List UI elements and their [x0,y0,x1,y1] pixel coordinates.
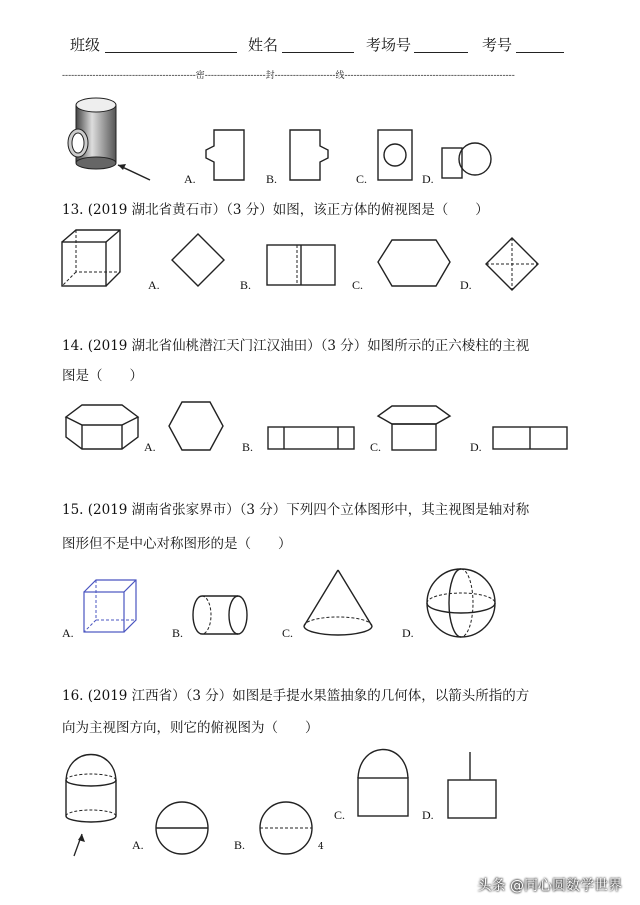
q13-option-d[interactable]: D. [460,278,472,292]
q16-option-b[interactable]: B. [234,838,246,852]
q16-option-a[interactable]: A. [132,838,144,852]
q16-option-a-figure [154,800,210,856]
prev-option-d[interactable]: D. [422,172,434,186]
q14-option-b-figure [266,425,356,451]
q14-option-d-figure [491,425,569,451]
q16-basket-figure [60,752,130,862]
room-label: 考场号 [366,36,412,54]
q15-option-b[interactable]: B. [172,626,184,640]
q14-option-d[interactable]: D. [470,440,482,454]
q13-option-b-figure [265,243,337,287]
class-label: 班级 [70,36,101,54]
seal-line: --------------------------------------------密--------------------封--------------------线-------------------------------------------------------- [62,71,515,81]
q15-sphere-figure [424,566,498,640]
seat-field[interactable] [516,52,564,53]
prev-option-a[interactable]: A. [184,172,196,186]
q15-cone-figure [300,568,376,640]
q15-option-d[interactable]: D. [402,626,414,640]
prev-option-c-figure [376,128,416,182]
q16-option-c[interactable]: C. [334,808,346,822]
question-16-line2: 向为主视图方向，则它的俯视图为（ ） [62,720,319,736]
q13-option-a-figure [170,232,226,288]
pipe-solid-figure [60,95,160,185]
q14-prism-figure [62,403,142,453]
q14-option-c-figure [376,404,456,454]
q14-option-a[interactable]: A. [144,440,156,454]
question-13-text: 13. (2019 湖北省黄石市）（3 分）如图，该正方体的俯视图是（ ） [62,202,489,218]
q13-option-d-figure [484,236,540,292]
prev-option-b[interactable]: B. [266,172,278,186]
q16-option-b-figure [258,800,314,856]
q14-option-a-figure [167,400,225,454]
question-15-line1: 15. (2019 湖南省张家界市）（3 分）下列四个立体图形中，其主视图是轴对称 [62,502,530,518]
prev-option-c[interactable]: C. [356,172,368,186]
q13-option-b[interactable]: B. [240,278,252,292]
seat-label: 考号 [482,36,513,54]
q13-cube-figure [60,228,122,288]
class-field[interactable] [105,52,237,53]
question-14-line2: 图是（ ） [62,368,143,384]
prev-option-b-figure [288,128,332,182]
question-16-line1: 16. (2019 江西省）（3 分）如图是手提水果篮抽象的几何体，以箭头所指的方 [62,688,530,704]
q15-option-c[interactable]: C. [282,626,294,640]
q15-option-a[interactable]: A. [62,626,74,640]
q13-option-c[interactable]: C. [352,278,364,292]
q14-option-c[interactable]: C. [370,440,382,454]
question-14-line1: 14. (2019 湖北省仙桃潜江天门江汉油田）（3 分）如图所示的正六棱柱的主视 [62,338,530,354]
prev-option-d-figure [440,140,494,180]
question-15-line2: 图形但不是中心对称图形的是（ ） [62,536,292,552]
q15-cylinder-figure [192,594,250,638]
watermark: 头条 @同心圆数学世界 [477,878,622,894]
q15-cube-figure [82,578,142,638]
name-field[interactable] [282,52,354,53]
q16-option-c-figure [356,748,412,820]
q16-option-d-figure [446,750,500,822]
q16-option-d[interactable]: D. [422,808,434,822]
room-field[interactable] [414,52,468,53]
q13-option-c-figure [376,238,452,290]
name-label: 姓名 [248,36,279,54]
prev-option-a-figure [204,128,248,182]
q13-option-a[interactable]: A. [148,278,160,292]
page-number: 4 [318,842,324,852]
q14-option-b[interactable]: B. [242,440,254,454]
